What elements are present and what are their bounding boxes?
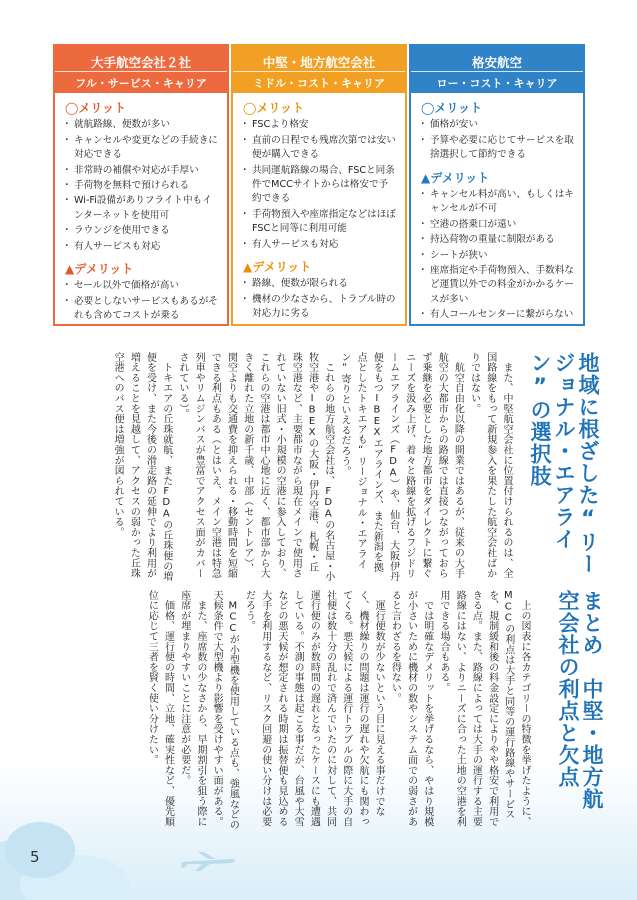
demerit-label: ▲デメリット <box>421 170 490 185</box>
airplane-icon <box>180 850 240 872</box>
merit-item: ・ 直前の日程でも残席次第では安い便が購入できる <box>243 134 397 163</box>
merit-item: ・ 手荷物を無料で預けられる <box>65 179 219 193</box>
demerit-label: ▲デメリット <box>65 262 134 277</box>
mcc-box <box>231 44 407 326</box>
box-title: 中堅・地方航空会社 <box>233 46 405 71</box>
merit-item: ・ FSCより格安 <box>243 118 397 132</box>
merit-item: ・ 価格が安い <box>421 118 575 132</box>
regional-airline-heading: 地域に根ざした“リージョナル・エアライン”の選択肢 <box>528 352 600 575</box>
box-subtitle: ロー・コスト・キャリア <box>411 71 583 93</box>
demerit-item: ・ セール以外で価格が高い <box>65 279 219 293</box>
cloud-illustration <box>0 780 150 900</box>
box-title: 大手航空会社２社 <box>55 46 227 71</box>
merit-label: ◯メリット <box>421 101 482 115</box>
merit-label: ◯メリット <box>65 101 126 115</box>
demerit-item: ・ 空港の搭乗口が遠い <box>421 218 575 232</box>
demerit-item: ・ 座席指定や手荷物預入、手数料など運賃以外での料金がかかるケースが多い <box>421 264 575 307</box>
demerit-item: ・ キャンセル料が高い、もしくはキャンセルが不可 <box>421 188 575 217</box>
demerit-item: ・ シートが狭い <box>421 249 575 263</box>
demerit-item: ・ 路線、便数が限られる <box>243 277 397 291</box>
merit-item: ・ 有人サービスも対応 <box>243 238 397 252</box>
box-subtitle: フル・サービス・キャリア <box>55 71 227 93</box>
summary-body: 上の図表に各カテゴリーの特徴を挙げたように、MCCの利点は大手と同等の運行路線やサービスを、規制緩和後の料金設定によりやや格安で利用できる点。また、路線によっては大手の運行する主要路線にはない、よりニーズに合った土地の空港を利用できる場合もある。 では明確なデメリットを挙げるなら、やはり規模が小さいために機材の数やシステム面での弱さがあると言わざるを得ない。 運行便数が少ないという目に見える事だけでなく、機材繰りの問題は運行の遅れや欠航にも関わってくる。悪天候による運行トラブルの際に大手の自社便は数十分の乱れで済んでいたのに対して、共同運行便のみが数時間の遅れとなったケースにも遭遇している。不測の事態は起こる事だが、台風や大雪などの悪天候が想定される時期は振替便も見込める大手を利用するなど、リスク回避の使い分けは必要だろう。 MCCが小型機を使用している点も、強風などの天候条件で大型機より影響を受けやすい面がある。 また、座席数の少なさから、早期割引を狙う際に座席が埋まりやすいことに注意が必要だ。 価格、運行便の時間、立地、確実性など、優先順位に応じて三者を賢く使い分けたい。 <box>146 590 530 830</box>
fsc-box <box>53 44 229 326</box>
merit-item: ・ 就航路線、便数が多い <box>65 118 219 132</box>
merit-item: ・ Wi-Fi設備がありフライト中もインターネットを使用可 <box>65 194 219 223</box>
demerit-label: ▲デメリット <box>243 260 312 275</box>
summary-heading: まとめ 中堅・地方航空会社の利点と欠点 <box>556 590 604 810</box>
demerit-item: ・ 有人コールセンターに繋がらない <box>421 308 575 322</box>
merit-item: ・ 手荷物預入や座席指定などはほぼFSCと同等に利用可能 <box>243 208 397 237</box>
merit-label: ◯メリット <box>243 101 304 115</box>
merit-item: ・ 予算や必要に応じてサービスを取捨選択して節約できる <box>421 134 575 163</box>
page-number: 5 <box>30 848 40 866</box>
merit-item: ・ 非常時の補償や対応が手厚い <box>65 164 219 178</box>
demerit-item: ・ 機材の少なさから、トラブル時の対応力に劣る <box>243 293 397 322</box>
merit-item: ・ 有人サービスも対応 <box>65 240 219 254</box>
box-title: 格安航空 <box>411 46 583 71</box>
lcc-box <box>409 44 585 326</box>
merit-item: ・ 共同運航路線の場合、FSCと同条件でMCCサイトからは格安で予約できる <box>243 164 397 207</box>
merit-item: ・ ラウンジを使用できる <box>65 224 219 238</box>
regional-airline-body: また、中堅航空会社に位置付けられるのは、全国路線をもって新規参入を果たした航空会社ばかりではない。 航空自由化以降の開業ではあるが、従来の大手航空の大都市からの路線では直接つながっておらず乗継を必要とした地方都市をダイレクトに繋ぐニーズを汲み上げ、着々と路線を拡げるフジドリームエアラインズ（FDA）や、仙台、大阪伊丹便をもつIBEXエアラインズ、また新潟を拠点としたトキエアも“リージョナル・エアライン”寄りといえるだろう。 これらの地方航空会社は、FDAの名古屋・小牧空港やIBEXの大阪・伊丹空港、札幌・丘珠空港など、主要都市ながら現在メインで使用されていない旧式・小規模の空港に参入しており、これらの空港は都市中心地に近く、都市部から大きく離れた立地の新千歳、中部（セントレア）、関空よりも交通費を抑えられる・移動時間を短縮できる利点もある（とはいえ、メイン空港は特急列車やリムジンバスが豊富でアクセス面がカバーされている）。 トキエアの丘珠就航、またFDAの丘珠便の増便を受け、また今後の滑走路の延伸でより利用が増えることを見越して、アクセスの弱かった丘珠空港へのバス便は増強が図られている。 <box>112 352 512 582</box>
box-subtitle: ミドル・コスト・キャリア <box>233 71 405 93</box>
demerit-item: ・ 持込荷物の重量に制限がある <box>421 233 575 247</box>
demerit-item: ・ 必要としないサービスもあるがそれも含めてコストが乗る <box>65 295 219 324</box>
merit-item: ・ キャンセルや変更などの手続きに対応できる <box>65 134 219 163</box>
